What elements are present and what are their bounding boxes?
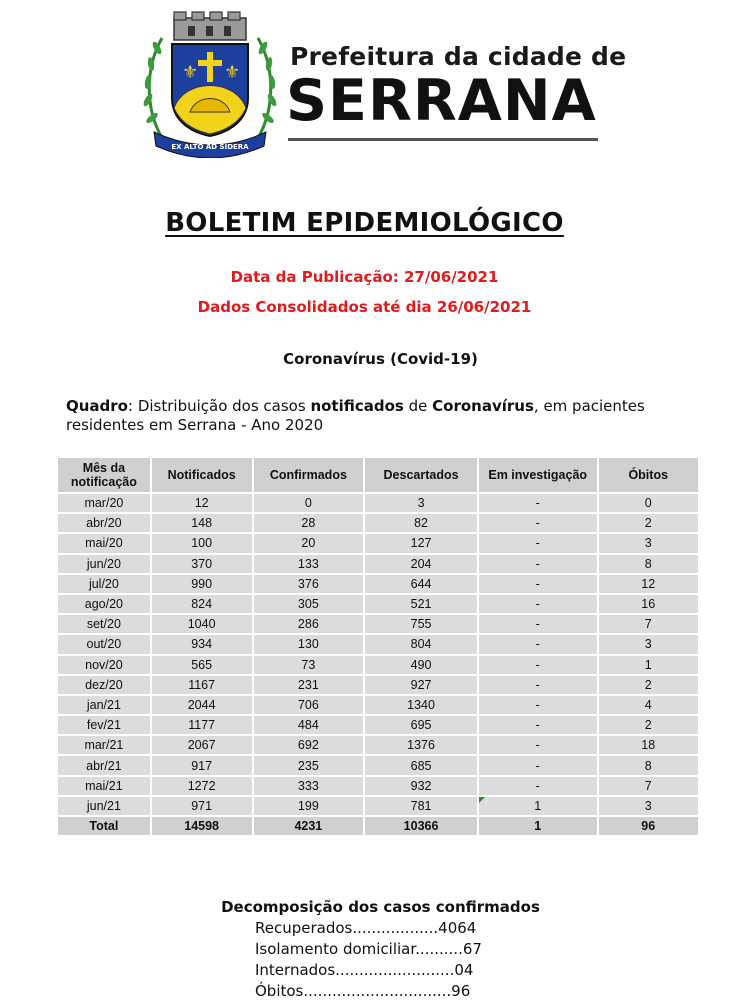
table-header-row: [58, 458, 698, 492]
cell-confirmed: 4231: [254, 817, 364, 835]
cell-deaths: 8: [599, 555, 698, 573]
cell-month: mai/21: [58, 777, 150, 795]
cell-investigating: -: [479, 716, 597, 734]
header-notified: Notificados: [152, 458, 252, 492]
cell-confirmed: 133: [254, 555, 364, 573]
cell-discarded: 82: [365, 514, 477, 532]
table-row: [58, 756, 698, 774]
cell-discarded: 755: [365, 615, 477, 633]
cell-confirmed: 20: [254, 534, 364, 552]
subject-heading: Coronavírus (Covid-19): [283, 350, 478, 368]
cell-notified: 148: [152, 514, 252, 532]
cell-confirmed: 231: [254, 676, 364, 694]
caption-text-2: de: [403, 397, 433, 415]
cell-notified: 2067: [152, 736, 252, 754]
cell-confirmed: 28: [254, 514, 364, 532]
cases-table: [56, 456, 700, 837]
cell-discarded: 1340: [365, 696, 477, 714]
table-row: [58, 656, 698, 674]
cell-confirmed: 706: [254, 696, 364, 714]
cell-month: ago/20: [58, 595, 150, 613]
cell-month: mar/21: [58, 736, 150, 754]
table-row: [58, 696, 698, 714]
cell-notified: 934: [152, 635, 252, 653]
cell-investigating: -: [479, 635, 597, 653]
cell-discarded: 685: [365, 756, 477, 774]
cell-deaths: 7: [599, 777, 698, 795]
cell-notified: 1167: [152, 676, 252, 694]
table-row: [58, 514, 698, 532]
cell-notified: 917: [152, 756, 252, 774]
table-row: [58, 635, 698, 653]
brand-divider: [288, 138, 598, 141]
table-row: [58, 494, 698, 512]
cell-notified: 370: [152, 555, 252, 573]
caption-text-1: : Distribuição dos casos: [128, 397, 311, 415]
cell-month: mar/20: [58, 494, 150, 512]
cell-deaths: 2: [599, 676, 698, 694]
cell-notified: 1177: [152, 716, 252, 734]
cell-confirmed: 305: [254, 595, 364, 613]
cell-month: mai/20: [58, 534, 150, 552]
cell-deaths: 12: [599, 575, 698, 593]
org-name-line1: Prefeitura da cidade de: [290, 42, 627, 71]
caption-bold-1: notificados: [310, 397, 404, 415]
cell-confirmed: 73: [254, 656, 364, 674]
cell-confirmed: 692: [254, 736, 364, 754]
cell-notified: 565: [152, 656, 252, 674]
table-row: [58, 716, 698, 734]
cell-deaths: 3: [599, 797, 698, 815]
cell-confirmed: 333: [254, 777, 364, 795]
cell-month: jun/20: [58, 555, 150, 573]
cell-discarded: 3: [365, 494, 477, 512]
cell-notified: 14598: [152, 817, 252, 835]
cell-investigating: -: [479, 615, 597, 633]
cell-investigating: -: [479, 756, 597, 774]
cell-deaths: 2: [599, 514, 698, 532]
cell-deaths: 96: [599, 817, 698, 835]
cell-investigating: -: [479, 494, 597, 512]
cell-investigating: -: [479, 534, 597, 552]
cell-investigating: -: [479, 676, 597, 694]
table-row: [58, 534, 698, 552]
cell-confirmed: 235: [254, 756, 364, 774]
cell-discarded: 804: [365, 635, 477, 653]
cell-month: set/20: [58, 615, 150, 633]
table-body: [58, 494, 698, 835]
cell-notified: 990: [152, 575, 252, 593]
cell-notified: 1040: [152, 615, 252, 633]
cell-deaths: 1: [599, 656, 698, 674]
cell-month: out/20: [58, 635, 150, 653]
cell-discarded: 644: [365, 575, 477, 593]
crest-motto: EX ALTO AD SIDERA: [171, 143, 249, 151]
table-row: [58, 595, 698, 613]
cell-discarded: 695: [365, 716, 477, 734]
cell-deaths: 0: [599, 494, 698, 512]
cell-month: fev/21: [58, 716, 150, 734]
decomposition-list: [255, 918, 482, 1002]
table-row: [58, 555, 698, 573]
cell-investigating: 1: [479, 797, 597, 815]
document-title: BOLETIM EPIDEMIOLÓGICO: [165, 208, 564, 238]
cell-deaths: 18: [599, 736, 698, 754]
cell-notified: 1272: [152, 777, 252, 795]
cell-discarded: 10366: [365, 817, 477, 835]
cell-discarded: 932: [365, 777, 477, 795]
cell-investigating: -: [479, 555, 597, 573]
cell-month: Total: [58, 817, 150, 835]
table-row: [58, 575, 698, 593]
cell-investigating: 1: [479, 817, 597, 835]
cell-month: jun/21: [58, 797, 150, 815]
cell-confirmed: 484: [254, 716, 364, 734]
header-month: Mês da notificação: [58, 458, 150, 492]
cell-investigating: -: [479, 575, 597, 593]
cell-month: jan/21: [58, 696, 150, 714]
table-row: [58, 797, 698, 815]
svg-text:⚜: ⚜: [224, 62, 241, 83]
cell-notified: 12: [152, 494, 252, 512]
publication-date: Data da Publicação: 27/06/2021: [230, 268, 499, 286]
table-row: [58, 736, 698, 754]
svg-text:⚜: ⚜: [182, 62, 199, 83]
header-discarded: Descartados: [365, 458, 477, 492]
cell-investigating: -: [479, 595, 597, 613]
cell-discarded: 1376: [365, 736, 477, 754]
page-header: [140, 8, 627, 158]
decomposition-home-isolation: Isolamento domiciliar..........67: [255, 940, 482, 958]
cell-month: dez/20: [58, 676, 150, 694]
cell-investigating: -: [479, 656, 597, 674]
cell-notified: 971: [152, 797, 252, 815]
data-consolidation-date: Dados Consolidados até dia 26/06/2021: [197, 298, 532, 316]
decomposition-hospitalized: Internados.........................04: [255, 961, 474, 979]
cell-month: nov/20: [58, 656, 150, 674]
cell-confirmed: 199: [254, 797, 364, 815]
cell-investigating: -: [479, 696, 597, 714]
table-row: [58, 676, 698, 694]
cell-month: abr/21: [58, 756, 150, 774]
header-deaths: Óbitos: [599, 458, 698, 492]
cell-discarded: 490: [365, 656, 477, 674]
decomposition-recovered: Recuperados..................4064: [255, 919, 477, 937]
cell-confirmed: 0: [254, 494, 364, 512]
cell-month: jul/20: [58, 575, 150, 593]
cell-notified: 2044: [152, 696, 252, 714]
decomposition-deaths: Óbitos...............................96: [255, 982, 471, 1000]
cell-deaths: 2: [599, 716, 698, 734]
cell-deaths: 4: [599, 696, 698, 714]
cell-confirmed: 130: [254, 635, 364, 653]
cell-discarded: 204: [365, 555, 477, 573]
cell-deaths: 16: [599, 595, 698, 613]
cell-discarded: 927: [365, 676, 477, 694]
city-crest-logo: [140, 8, 280, 158]
cell-discarded: 127: [365, 534, 477, 552]
table-caption: [66, 397, 706, 435]
table-total-row: [58, 817, 698, 835]
cell-month: abr/20: [58, 514, 150, 532]
cell-discarded: 521: [365, 595, 477, 613]
cell-deaths: 3: [599, 635, 698, 653]
cell-notified: 100: [152, 534, 252, 552]
org-name-line2: SERRANA: [286, 68, 597, 134]
cell-confirmed: 286: [254, 615, 364, 633]
cell-confirmed: 376: [254, 575, 364, 593]
cell-investigating: -: [479, 736, 597, 754]
cell-deaths: 7: [599, 615, 698, 633]
caption-label: Quadro: [66, 397, 128, 415]
cell-investigating: -: [479, 777, 597, 795]
table-row: [58, 777, 698, 795]
header-investigating: Em investigação: [479, 458, 597, 492]
header-confirmed: Confirmados: [254, 458, 364, 492]
caption-text-3: , em pacientes residentes em Serrana - Ano 2020: [66, 397, 645, 434]
cell-deaths: 3: [599, 534, 698, 552]
cell-discarded: 781: [365, 797, 477, 815]
cell-investigating: -: [479, 514, 597, 532]
decomposition-title: Decomposição dos casos confirmados: [221, 898, 540, 916]
cell-deaths: 8: [599, 756, 698, 774]
table-row: [58, 615, 698, 633]
cell-notified: 824: [152, 595, 252, 613]
caption-bold-2: Coronavírus: [432, 397, 534, 415]
